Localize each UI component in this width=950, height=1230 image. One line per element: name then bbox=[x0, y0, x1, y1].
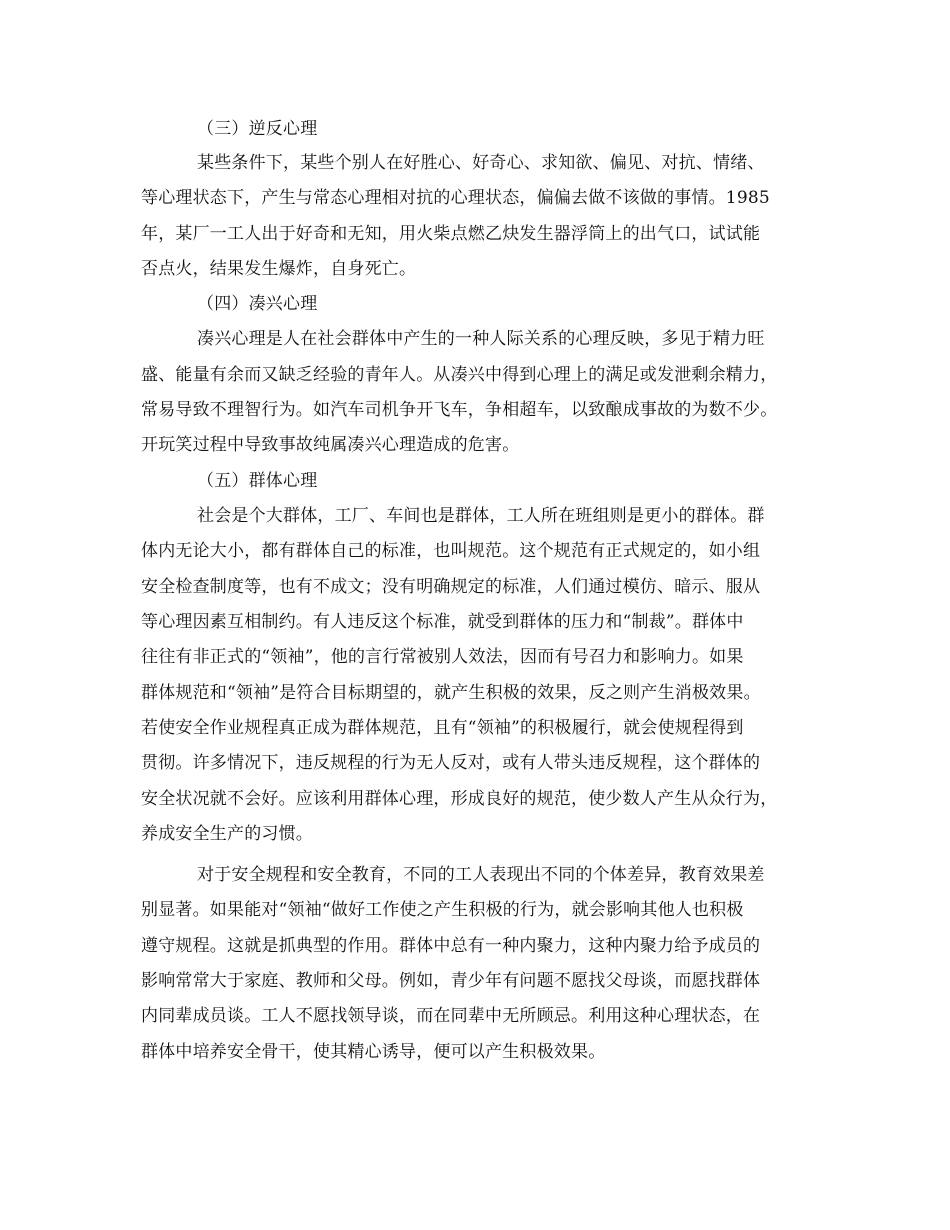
paragraph-line: 凑兴心理是人在社会群体中产生的一种人际关系的心理反映，多见于精力旺 bbox=[197, 329, 765, 349]
paragraph-line: 否点火，结果发生爆炸，自身死亡。 bbox=[141, 259, 417, 279]
paragraph-line: 群体规范和“领袖”是符合目标期望的，就产生积极的效果，反之则产生消极效果。 bbox=[141, 683, 761, 703]
section-heading-4: （四）凑兴心理 bbox=[197, 294, 318, 314]
paragraph-line: 体内无论大小，都有群体自己的标准，也叫规范。这个规范有正式规定的，如小组 bbox=[141, 541, 761, 561]
paragraph-line: 年，某厂一工人出于好奇和无知，用火柴点燃乙炔发生器浮筒上的出气口，试试能 bbox=[141, 224, 761, 244]
paragraph-line: 养成安全生产的习惯。 bbox=[141, 824, 313, 844]
paragraph-line: 对于安全规程和安全教育，不同的工人表现出不同的个体差异，教育效果差 bbox=[197, 865, 765, 885]
paragraph-line: 安全状况就不会好。应该利用群体心理，形成良好的规范，使少数人产生从众行为， bbox=[141, 789, 778, 809]
section-heading-5: （五）群体心理 bbox=[197, 471, 318, 491]
paragraph-line: 常易导致不理智行为。如汽车司机争开飞车，争相超车，以致酿成事故的为数不少。 bbox=[141, 400, 778, 420]
paragraph-line: 开玩笑过程中导致事故纯属凑兴心理造成的危害。 bbox=[141, 435, 520, 455]
paragraph-line: 贯彻。许多情况下，违反规程的行为无人反对，或有人带头违反规程，这个群体的 bbox=[141, 753, 761, 773]
paragraph-line: 盛、能量有余而又缺乏经验的青年人。从凑兴中得到心理上的满足或发泄剩余精力， bbox=[141, 365, 778, 385]
section-heading-3: （三）逆反心理 bbox=[197, 119, 318, 139]
paragraph-line: 内同辈成员谈。工人不愿找领导谈，而在同辈中无所顾忌。利用这种心理状态，在 bbox=[141, 1006, 761, 1026]
paragraph-line: 某些条件下，某些个别人在好胜心、好奇心、求知欲、偏见、对抗、情绪、 bbox=[197, 153, 765, 173]
paragraph-line: 若使安全作业规程真正成为群体规范，且有“领袖”的积极履行，就会使规程得到 bbox=[141, 718, 744, 738]
paragraph-line: 等心理因素互相制约。有人违反这个标准，就受到群体的压力和“制裁”。群体中 bbox=[141, 612, 744, 632]
paragraph-line: 安全检查制度等，也有不成文；没有明确规定的标准，人们通过模仿、暗示、服从 bbox=[141, 577, 761, 597]
paragraph-line: 社会是个大群体，工厂、车间也是群体，工人所在班组则是更小的群体。群 bbox=[197, 506, 765, 526]
paragraph-line: 等心理状态下，产生与常态心理相对抗的心理状态，偏偏去做不该做的事情。1985 bbox=[141, 188, 770, 208]
paragraph-line: 遵守规程。这就是抓典型的作用。群体中总有一种内聚力，这种内聚力给予成员的 bbox=[141, 936, 761, 956]
paragraph-line: 别显著。如果能对“领袖“做好工作使之产生积极的行为，就会影响其他人也积极 bbox=[141, 900, 744, 920]
paragraph-line: 往往有非正式的“领袖”，他的言行常被别人效法，因而有号召力和影响力。如果 bbox=[141, 647, 744, 667]
paragraph-line: 影响常常大于家庭、教师和父母。例如，青少年有问题不愿找父母谈，而愿找群体 bbox=[141, 971, 761, 991]
paragraph-line: 群体中培养安全骨干，使其精心诱导，便可以产生积极效果。 bbox=[141, 1042, 606, 1062]
